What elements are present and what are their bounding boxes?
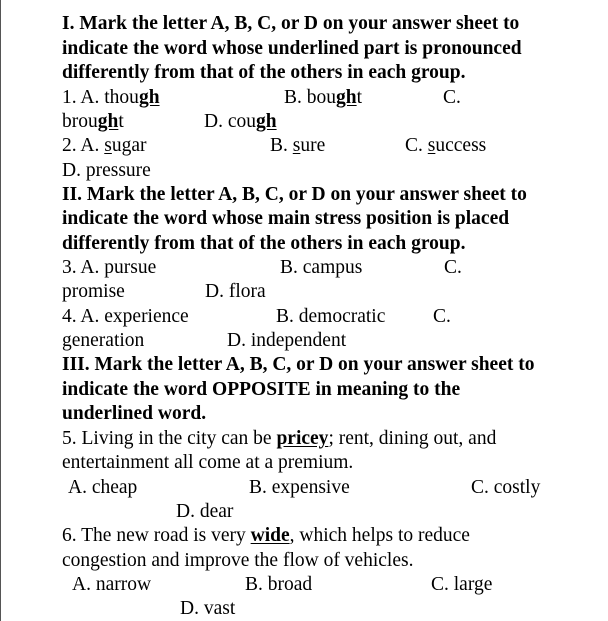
q6-underlined-word: wide [250,525,290,546]
section-2-heading-line-2: indicate the word whose main stress position is placed [62,208,510,229]
q6-option-c: C. large [431,574,493,595]
q4-option-b: B. democratic [276,306,386,327]
q4-option-c-label: C. [433,306,451,327]
q2-option-a: 2. A. sugar [62,135,147,156]
q5-option-a: A. cheap [68,477,138,498]
q3-option-d: D. flora [205,281,266,302]
q3-option-c-word: promise [62,281,125,302]
question-5-stem-line-1: 5. Living in the city can be pricey; rent, dining out, and [62,428,497,449]
q3-option-b: B. campus [280,257,363,278]
section-1-heading-line-1: I. Mark the letter A, B, C, or D on your answer sheet to [62,13,520,34]
q5-option-d: D. dear [176,501,234,522]
section-1-heading-line-3: differently from that of the others in each group. [62,62,466,83]
section-3-heading-line-3: underlined word. [62,403,207,424]
q1-option-a: 1. A. though [62,87,160,108]
q5-underlined-word: pricey [276,428,329,449]
q4-option-c-word: generation [62,330,145,351]
section-3-heading-line-2: indicate the word OPPOSITE in meaning to the [62,379,461,400]
q4-option-a: 4. A. experience [62,306,189,327]
section-2-heading-line-1: II. Mark the letter A, B, C, or D on your answer sheet to [62,184,527,205]
q6-option-d: D. vast [180,598,236,619]
q1-option-b: B. bought [284,87,363,108]
q6-option-a: A. narrow [72,574,152,595]
q2-option-b: B. sure [270,135,326,156]
section-1-heading-line-2: indicate the word whose underlined part is pronounced [62,38,522,59]
question-5-stem-line-2: entertainment all come at a premium. [62,452,354,473]
q1-option-c-word: brought [62,111,124,132]
section-2-heading-line-3: differently from that of the others in each group. [62,233,466,254]
q1-option-d: D. cough [204,111,277,132]
q3-option-c-label: C. [444,257,462,278]
q3-option-a: 3. A. pursue [62,257,157,278]
q2-option-d: D. pressure [62,160,151,181]
q5-option-c: C. costly [471,477,541,498]
q1-option-c-label: C. [443,87,461,108]
question-6-stem-line-1: 6. The new road is very wide, which helps to reduce [62,525,470,546]
q4-option-d: D. independent [227,330,347,351]
q5-option-b: B. expensive [249,477,350,498]
section-3-heading-line-1: III. Mark the letter A, B, C, or D on your answer sheet to [62,354,535,375]
q6-option-b: B. broad [245,574,313,595]
question-6-stem-line-2: congestion and improve the flow of vehicles. [62,550,414,571]
q2-option-c: C. success [405,135,487,156]
